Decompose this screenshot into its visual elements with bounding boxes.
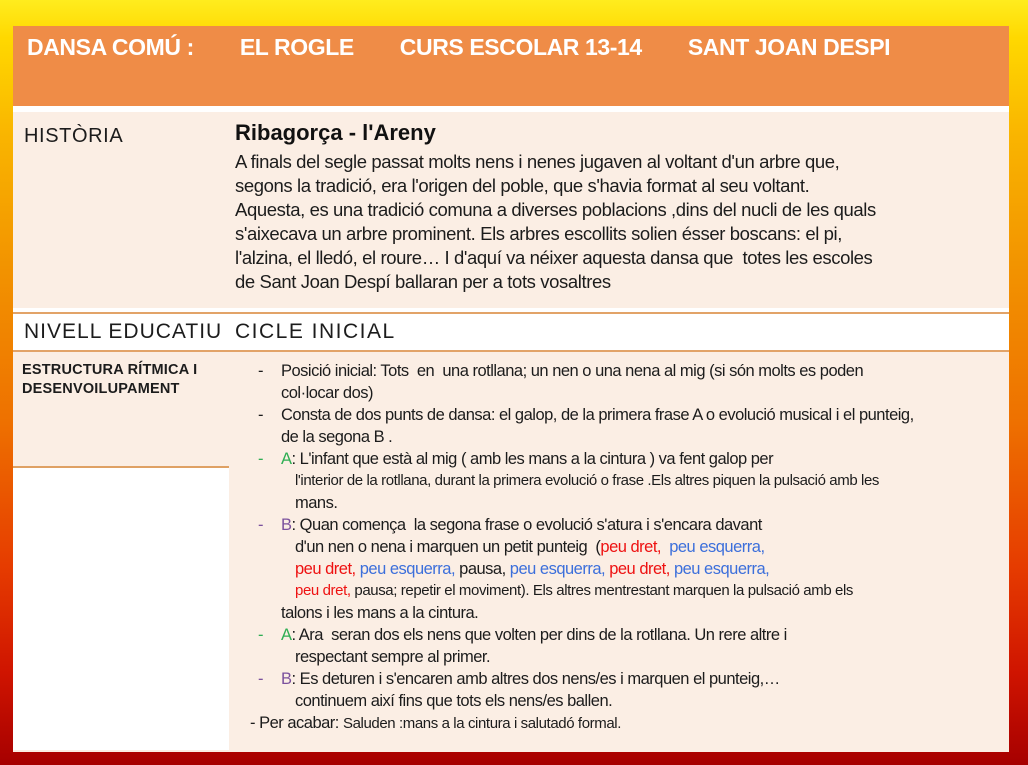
bullet-marker bbox=[248, 536, 281, 558]
bullet-line bbox=[248, 426, 1005, 448]
bullet-line bbox=[248, 712, 1005, 735]
estructura-label bbox=[13, 352, 235, 399]
bullet-marker bbox=[248, 470, 281, 492]
bullet-line bbox=[248, 514, 1005, 536]
bullet-text: B: Quan comença la segona frase o evolució s'atura i s'encara davant bbox=[281, 516, 762, 534]
bullet-marker bbox=[248, 382, 281, 404]
bullet-marker: - bbox=[258, 626, 263, 644]
estructura-label-line1: ESTRUCTURA RÍTMICA I bbox=[22, 362, 198, 378]
historia-label-column bbox=[13, 112, 235, 308]
historia-content bbox=[235, 112, 1009, 308]
bullet-marker: - bbox=[258, 516, 263, 534]
estructura-row bbox=[13, 352, 1009, 752]
header-row bbox=[13, 26, 1009, 106]
historia-paragraph-line: segons la tradició, era l'origen del poble, que s'havia format al seu voltant. bbox=[235, 175, 810, 196]
bullet-text: A: Ara seran dos els nens que volten per dins de la rotllana. Un rere altre i bbox=[281, 626, 787, 644]
historia-label: HISTÒRIA bbox=[24, 125, 124, 147]
bullet-text: talons i les mans a la cintura. bbox=[281, 604, 479, 622]
bullet-text: mans. bbox=[295, 494, 338, 512]
bullet-line bbox=[248, 470, 1005, 492]
bullet-text: respectant sempre al primer. bbox=[295, 648, 491, 666]
header-part-curs: CURS ESCOLAR 13-14 bbox=[399, 34, 642, 60]
bullet-line bbox=[248, 690, 1005, 712]
nivell-educatiu-value: CICLE INICIAL bbox=[235, 320, 396, 343]
historia-title: Ribagorça - l'Areny bbox=[235, 120, 436, 145]
bullet-line bbox=[248, 580, 1005, 602]
bullet-text: - Per acabar: Saluden :mans a la cintura i salutadó formal. bbox=[250, 714, 621, 732]
bullet-marker: - bbox=[258, 362, 263, 380]
bullet-line bbox=[248, 492, 1005, 514]
historia-paragraph-line: Aquesta, es una tradició comuna a diverses poblacions ,dins del nucli de les quals bbox=[235, 199, 876, 220]
bullet-marker bbox=[248, 602, 281, 624]
bullet-marker bbox=[248, 492, 281, 514]
estructura-label-column bbox=[13, 352, 235, 752]
header-title bbox=[27, 34, 1009, 61]
bullet-text: peu dret, peu esquerra, pausa, peu esquerra, peu dret, peu esquerra, bbox=[295, 560, 770, 578]
estructura-empty-white-box bbox=[13, 466, 229, 750]
bullet-line bbox=[248, 602, 1005, 624]
historia-row bbox=[13, 112, 1009, 308]
bullet-line bbox=[248, 404, 1005, 426]
estructura-bullet-list bbox=[235, 352, 1009, 752]
historia-paragraph-line: de Sant Joan Despí ballaran per a tots vosaltres bbox=[235, 271, 611, 292]
bullet-text: continuem així fins que tots els nens/es ballen. bbox=[295, 692, 613, 710]
bullet-text: de la segona B . bbox=[281, 428, 393, 446]
bullet-marker: - bbox=[258, 406, 263, 424]
bullet-text: A: L'infant que està al mig ( amb les mans a la cintura ) va fent galop per bbox=[281, 450, 774, 468]
historia-paragraph-line: l'alzina, el lledó, el roure… I d'aquí va néixer aquesta dansa que totes les escoles bbox=[235, 247, 873, 268]
bullet-marker bbox=[248, 558, 281, 580]
estructura-label-line2: DESENVOILUPAMENT bbox=[22, 381, 180, 397]
bullet-marker: - bbox=[258, 450, 263, 468]
bullet-text: l'interior de la rotllana, durant la primera evolució o frase .Els altres piquen la pulsació amb les bbox=[295, 472, 880, 489]
nivell-educatiu-label: NIVELL EDUCATIU bbox=[24, 320, 223, 343]
nivell-educatiu-row bbox=[13, 312, 1009, 352]
historia-paragraph-line: A finals del segle passat molts nens i nenes jugaven al voltant d'un arbre que, bbox=[235, 151, 840, 172]
bullet-marker bbox=[248, 580, 281, 602]
header-part-ciutat: SANT JOAN DESPI bbox=[687, 34, 891, 60]
bullet-line bbox=[248, 558, 1005, 580]
bullet-line bbox=[248, 646, 1005, 668]
bullet-line bbox=[248, 382, 1005, 404]
bullet-line bbox=[248, 624, 1005, 646]
bullet-line bbox=[248, 668, 1005, 690]
header-part-dansa: DANSA COMÚ : bbox=[27, 34, 194, 60]
bullet-marker: - bbox=[258, 670, 263, 688]
content-area bbox=[13, 26, 1009, 752]
bullet-line bbox=[248, 360, 1005, 382]
historia-paragraph-line: s'aixecava un arbre prominent. Els arbres escollits solien ésser boscans: el pi, bbox=[235, 223, 843, 244]
bullet-text: Posició inicial: Tots en una rotllana; un nen o una nena al mig (si són molts es poden bbox=[281, 362, 864, 380]
bullet-line bbox=[248, 448, 1005, 470]
bullet-line bbox=[248, 536, 1005, 558]
header-part-rogle: EL ROGLE bbox=[239, 34, 354, 60]
bullet-text: peu dret, pausa; repetir el moviment). Els altres mentrestant marquen la pulsació amb els bbox=[295, 582, 854, 599]
bullet-text: d'un nen o nena i marquen un petit punteig (peu dret, peu esquerra, bbox=[295, 538, 765, 556]
bullet-marker bbox=[248, 690, 281, 712]
bullet-text: Consta de dos punts de dansa: el galop, de la primera frase A o evolució musical i el punteig, bbox=[281, 406, 914, 424]
bullet-text: col·locar dos) bbox=[281, 384, 374, 402]
bullet-marker bbox=[248, 426, 281, 448]
bullet-text: B: Es deturen i s'encaren amb altres dos nens/es i marquen el punteig,… bbox=[281, 670, 780, 688]
bullet-marker bbox=[248, 646, 281, 668]
